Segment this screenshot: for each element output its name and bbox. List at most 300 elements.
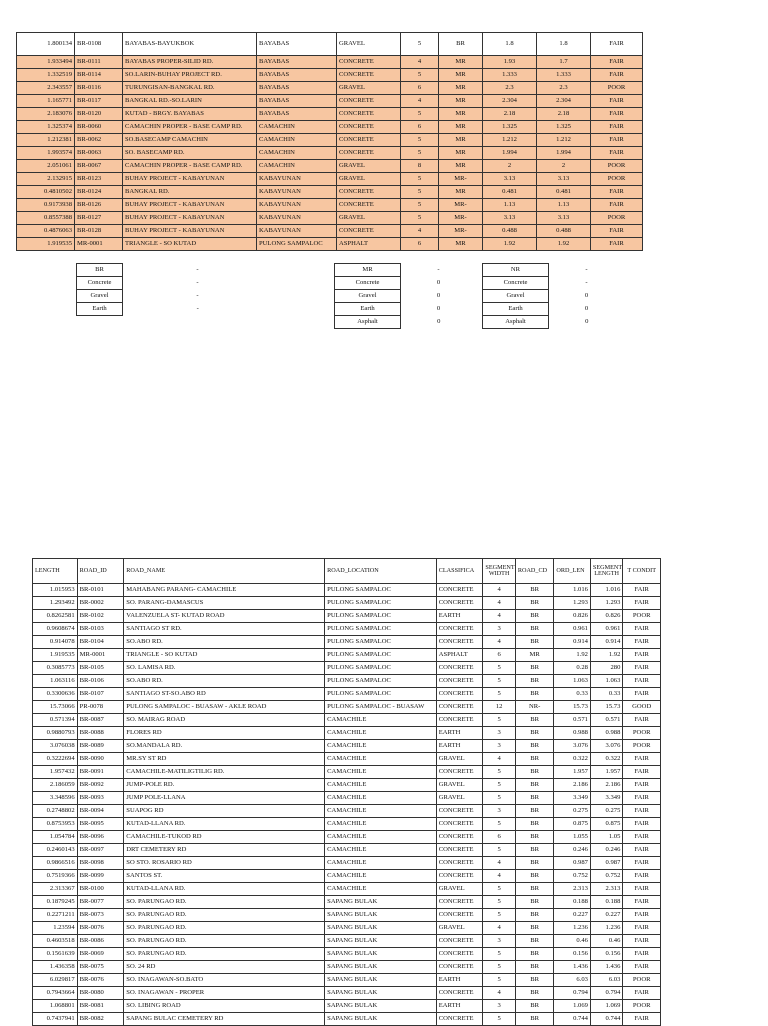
- cell-road-name: SO. MAIRAG ROAD: [124, 714, 325, 727]
- summary-label: Earth: [483, 303, 549, 316]
- summary-row: [483, 303, 625, 316]
- cell-ord-length: 1.93: [483, 56, 537, 69]
- cell-segment-length: 1.92: [537, 238, 591, 251]
- cell-road-name: SUAPOG RD: [124, 805, 325, 818]
- cell-segment-width: 5: [483, 909, 515, 922]
- summary-header-value: -: [196, 265, 199, 273]
- cell-road-location: CAMACHILE: [325, 714, 437, 727]
- header-road-id: ROAD_ID: [77, 559, 124, 584]
- cell-road-name: BANGKAL RD.-SO.LARIN: [123, 95, 257, 108]
- cell-condition: FAIR: [623, 948, 661, 961]
- table-row: [33, 870, 661, 883]
- cell-road-id: BR-0063: [75, 147, 123, 160]
- cell-road-name: BAYABAS-BAYUKBOK: [123, 33, 257, 56]
- cell-classification: CONCRETE: [436, 597, 483, 610]
- cell-length: 0.4876063: [17, 225, 75, 238]
- summary-header-value: -: [585, 265, 588, 273]
- cell-length: 1.063116: [33, 675, 78, 688]
- cell-classification: GRAVEL: [337, 33, 401, 56]
- cell-length: 0.1561639: [33, 948, 78, 961]
- cell-condition: FAIR: [591, 121, 643, 134]
- cell-segment-width: 3: [483, 727, 515, 740]
- cell-road-location: CAMACHILE: [325, 844, 437, 857]
- header-classification: CLASSIFICA: [436, 559, 483, 584]
- cell-road-location: SAPANG BULAK: [325, 1013, 437, 1026]
- cell-ord-length: 2.186: [554, 779, 591, 792]
- cell-classification: CONCRETE: [436, 844, 483, 857]
- cell-road-location: CAMACHILE: [325, 883, 437, 896]
- cell-ord-length: 0.988: [554, 727, 591, 740]
- cell-ord-length: 0.246: [554, 844, 591, 857]
- cell-road-id: BR-0088: [77, 727, 124, 740]
- cell-ord-length: 0.826: [554, 610, 591, 623]
- cell-road-cd: BR: [515, 987, 554, 1000]
- cell-classification: CONCRETE: [436, 948, 483, 961]
- cell-length: 1.212381: [17, 134, 75, 147]
- cell-condition: FAIR: [591, 186, 643, 199]
- cell-ord-length: 3.076: [554, 740, 591, 753]
- cell-segment-length: 3.349: [590, 792, 622, 805]
- cell-classification: EARTH: [436, 727, 483, 740]
- table-row: [17, 147, 643, 160]
- summary-header-row: [77, 264, 273, 277]
- cell-classification: CONCRETE: [337, 186, 401, 199]
- cell-road-name: SO. INAGAWAN-SO.BATO: [124, 974, 325, 987]
- cell-road-name: BUHAY PROJECT - KABAYUNAN: [123, 212, 257, 225]
- table-row: [33, 805, 661, 818]
- cell-classification: CONCRETE: [436, 584, 483, 597]
- cell-condition: FAIR: [623, 805, 661, 818]
- cell-road-location: PULONG SAMPALOC: [325, 623, 437, 636]
- cell-segment-width: 5: [401, 212, 439, 225]
- cell-condition: FAIR: [623, 844, 661, 857]
- cell-road-name: CAMACHIN PROPER - BASE CAMP RD.: [123, 160, 257, 173]
- cell-segment-width: 6: [401, 121, 439, 134]
- table-row: [17, 225, 643, 238]
- cell-road-id: MR-0001: [75, 238, 123, 251]
- cell-road-name: SAPANG BULAC CEMETERY RD: [124, 1013, 325, 1026]
- summary-row: [335, 290, 477, 303]
- cell-condition: FAIR: [623, 753, 661, 766]
- cell-ord-length: 2.304: [483, 95, 537, 108]
- cell-road-cd: MR: [439, 56, 483, 69]
- cell-road-location: PULONG SAMPALOC: [325, 584, 437, 597]
- cell-classification: CONCRETE: [436, 909, 483, 922]
- cell-road-location: CAMACHILE: [325, 857, 437, 870]
- cell-road-location: CAMACHILE: [325, 870, 437, 883]
- cell-length: 0.3300636: [33, 688, 78, 701]
- table-row: [17, 238, 643, 251]
- cell-road-cd: BR: [515, 896, 554, 909]
- cell-road-name: TURUNGISAN-BANGKAL RD.: [123, 82, 257, 95]
- cell-ord-length: 1.325: [483, 121, 537, 134]
- cell-road-cd: MR: [439, 121, 483, 134]
- cell-road-location: BAYABAS: [257, 82, 337, 95]
- cell-length: 2.313367: [33, 883, 78, 896]
- summary-row: [335, 277, 477, 290]
- cell-ord-length: 1.8: [483, 33, 537, 56]
- summary-value: -: [196, 278, 199, 286]
- cell-segment-length: 1.236: [590, 922, 622, 935]
- cell-condition: FAIR: [591, 225, 643, 238]
- table-row: [33, 831, 661, 844]
- table-row: [33, 636, 661, 649]
- cell-road-cd: BR: [515, 883, 554, 896]
- cell-road-cd: MR-: [439, 173, 483, 186]
- cell-ord-length: 0.752: [554, 870, 591, 883]
- table-row: [33, 922, 661, 935]
- cell-segment-length: 0.156: [590, 948, 622, 961]
- cell-length: 3.348596: [33, 792, 78, 805]
- cell-segment-width: 5: [401, 199, 439, 212]
- cell-condition: POOR: [623, 740, 661, 753]
- table-row: [17, 56, 643, 69]
- cell-condition: FAIR: [591, 33, 643, 56]
- cell-segment-length: 0.914: [590, 636, 622, 649]
- cell-ord-length: 0.571: [554, 714, 591, 727]
- cell-road-id: BR-0124: [75, 186, 123, 199]
- cell-segment-length: 0.481: [537, 186, 591, 199]
- cell-road-name: SO. PARUNGAO RD.: [124, 909, 325, 922]
- summary-row: [335, 303, 477, 316]
- cell-classification: CONCRETE: [436, 857, 483, 870]
- cell-classification: CONCRETE: [436, 935, 483, 948]
- table-row: [33, 688, 661, 701]
- cell-segment-width: 5: [483, 844, 515, 857]
- cell-classification: ASPHALT: [337, 238, 401, 251]
- cell-road-id: BR-0090: [77, 753, 124, 766]
- table-row: [33, 1000, 661, 1013]
- cell-segment-width: 3: [483, 1000, 515, 1013]
- cell-road-id: BR-0111: [75, 56, 123, 69]
- cell-road-id: BR-0107: [77, 688, 124, 701]
- cell-road-location: CAMACHILE: [325, 792, 437, 805]
- summary-value: 0: [436, 304, 441, 312]
- table-row: [17, 173, 643, 186]
- cell-road-id: BR-0101: [77, 584, 124, 597]
- cell-ord-length: 1.236: [554, 922, 591, 935]
- cell-ord-length: 0.794: [554, 987, 591, 1000]
- cell-classification: CONCRETE: [337, 134, 401, 147]
- cell-road-name: SO. PARUNGAO RD.: [124, 896, 325, 909]
- cell-condition: FAIR: [623, 909, 661, 922]
- cell-segment-width: 12: [483, 701, 515, 714]
- cell-ord-length: 6.03: [554, 974, 591, 987]
- cell-road-name: SO. LAMISA RD.: [124, 662, 325, 675]
- summary-label: Earth: [77, 303, 123, 316]
- table-row: [17, 33, 643, 56]
- cell-classification: EARTH: [436, 740, 483, 753]
- cell-condition: FAIR: [591, 147, 643, 160]
- cell-classification: CONCRETE: [436, 805, 483, 818]
- cell-classification: CONCRETE: [436, 961, 483, 974]
- cell-condition: FAIR: [623, 623, 661, 636]
- summary-label: Gravel: [483, 290, 549, 303]
- cell-segment-length: 2.313: [590, 883, 622, 896]
- cell-ord-length: 0.744: [554, 1013, 591, 1026]
- cell-classification: CONCRETE: [436, 818, 483, 831]
- cell-road-cd: MR: [439, 95, 483, 108]
- cell-length: 0.4603518: [33, 935, 78, 948]
- table-row: [33, 974, 661, 987]
- cell-ord-length: 0.33: [554, 688, 591, 701]
- cell-segment-length: 1.293: [590, 597, 622, 610]
- cell-segment-length: 0.46: [590, 935, 622, 948]
- cell-condition: FAIR: [623, 961, 661, 974]
- cell-length: 1.325374: [17, 121, 75, 134]
- cell-road-cd: BR: [515, 974, 554, 987]
- cell-road-id: PR-0078: [77, 701, 124, 714]
- cell-classification: CONCRETE: [337, 147, 401, 160]
- cell-segment-length: 0.322: [590, 753, 622, 766]
- cell-condition: FAIR: [623, 896, 661, 909]
- cell-segment-length: 1.8: [537, 33, 591, 56]
- cell-ord-length: 2.18: [483, 108, 537, 121]
- cell-length: 1.23594: [33, 922, 78, 935]
- summary-row: [77, 277, 273, 290]
- table-header-row: [33, 559, 661, 584]
- cell-classification: CONCRETE: [337, 225, 401, 238]
- cell-road-id: BR-0060: [75, 121, 123, 134]
- summary-row: [335, 316, 477, 329]
- cell-condition: FAIR: [623, 675, 661, 688]
- summary-mr-table: [334, 263, 477, 329]
- cell-road-location: SAPANG BULAK: [325, 935, 437, 948]
- cell-segment-width: 5: [483, 688, 515, 701]
- table-row: [17, 212, 643, 225]
- cell-segment-width: 4: [483, 857, 515, 870]
- cell-road-name: KUTAD-LLANA RD.: [124, 818, 325, 831]
- table-row: [33, 649, 661, 662]
- cell-length: 1.436358: [33, 961, 78, 974]
- cell-ord-length: 3.13: [483, 173, 537, 186]
- cell-length: 0.7437941: [33, 1013, 78, 1026]
- cell-length: 6.029817: [33, 974, 78, 987]
- cell-length: 2.186059: [33, 779, 78, 792]
- cell-condition: FAIR: [623, 987, 661, 1000]
- cell-segment-width: 5: [483, 883, 515, 896]
- cell-condition: POOR: [591, 160, 643, 173]
- summary-row: [77, 290, 273, 303]
- cell-ord-length: 1.994: [483, 147, 537, 160]
- cell-segment-length: 1.069: [590, 1000, 622, 1013]
- cell-ord-length: 0.188: [554, 896, 591, 909]
- cell-length: 1.068801: [33, 1000, 78, 1013]
- cell-road-name: SO.LARIN-BUHAY PROJECT RD.: [123, 69, 257, 82]
- header-ord-length: ORD_LEN: [554, 559, 591, 584]
- summary-value: -: [196, 304, 199, 312]
- table-row: [33, 818, 661, 831]
- cell-classification: CONCRETE: [436, 701, 483, 714]
- cell-condition: FAIR: [623, 766, 661, 779]
- cell-segment-width: 5: [483, 714, 515, 727]
- cell-road-name: SO.ABO RD.: [124, 675, 325, 688]
- table-row: [33, 948, 661, 961]
- cell-road-location: KABAYUNAN: [257, 186, 337, 199]
- cell-road-id: BR-0073: [77, 909, 124, 922]
- cell-road-cd: MR: [439, 147, 483, 160]
- header-segment-width: SEGMENT WIDTH: [483, 559, 515, 584]
- summary-label: Gravel: [77, 290, 123, 303]
- cell-condition: POOR: [623, 727, 661, 740]
- cell-length: 0.9880793: [33, 727, 78, 740]
- cell-length: 0.7519366: [33, 870, 78, 883]
- table-row: [17, 108, 643, 121]
- cell-length: 0.9173938: [17, 199, 75, 212]
- cell-road-name: DRT CEMETERY RD: [124, 844, 325, 857]
- cell-road-name: BUHAY PROJECT - KABAYUNAN: [123, 173, 257, 186]
- bottom-road-table: [32, 558, 661, 1026]
- cell-condition: POOR: [591, 173, 643, 186]
- cell-length: 2.132915: [17, 173, 75, 186]
- cell-segment-length: 0.571: [590, 714, 622, 727]
- cell-road-cd: BR: [515, 831, 554, 844]
- summary-br-table: [76, 263, 273, 316]
- cell-length: 0.3085773: [33, 662, 78, 675]
- table-row: [33, 727, 661, 740]
- cell-road-id: BR-0117: [75, 95, 123, 108]
- cell-condition: POOR: [623, 610, 661, 623]
- cell-segment-length: 0.227: [590, 909, 622, 922]
- cell-length: 0.9608674: [33, 623, 78, 636]
- cell-segment-width: 3: [483, 805, 515, 818]
- cell-classification: CONCRETE: [436, 662, 483, 675]
- cell-ord-length: 1.92: [554, 649, 591, 662]
- cell-road-id: BR-0086: [77, 935, 124, 948]
- cell-classification: CONCRETE: [337, 95, 401, 108]
- header-road-cd: ROAD_CD: [515, 559, 554, 584]
- summary-value: 0: [584, 304, 589, 312]
- cell-road-name: PULONG SAMPALOC - BUASAW - AKLE ROAD: [124, 701, 325, 714]
- cell-road-location: PULONG SAMPALOC: [325, 662, 437, 675]
- cell-segment-length: 1.212: [537, 134, 591, 147]
- cell-road-id: BR-0093: [77, 792, 124, 805]
- cell-segment-width: 5: [401, 173, 439, 186]
- cell-segment-width: 4: [483, 636, 515, 649]
- cell-condition: FAIR: [591, 56, 643, 69]
- cell-road-cd: BR: [515, 792, 554, 805]
- cell-road-location: CAMACHIN: [257, 134, 337, 147]
- cell-road-id: BR-0114: [75, 69, 123, 82]
- cell-length: 0.9866516: [33, 857, 78, 870]
- cell-road-cd: MR: [439, 69, 483, 82]
- cell-length: 1.919535: [33, 649, 78, 662]
- summary-value: 0: [436, 278, 441, 286]
- cell-segment-length: 0.752: [590, 870, 622, 883]
- table-row: [17, 199, 643, 212]
- cell-length: 1.332519: [17, 69, 75, 82]
- cell-road-location: KABAYUNAN: [257, 225, 337, 238]
- cell-condition: POOR: [591, 212, 643, 225]
- cell-road-cd: MR: [439, 82, 483, 95]
- cell-road-location: SAPANG BULAK: [325, 922, 437, 935]
- cell-road-name: MAHABANG PARANG- CAMACHILE: [124, 584, 325, 597]
- cell-length: 1.957432: [33, 766, 78, 779]
- cell-length: 0.8557388: [17, 212, 75, 225]
- cell-road-id: BR-0076: [77, 974, 124, 987]
- cell-road-name: SO. 24 RD: [124, 961, 325, 974]
- table-row: [33, 597, 661, 610]
- cell-ord-length: 0.46: [554, 935, 591, 948]
- cell-road-id: BR-0127: [75, 212, 123, 225]
- cell-road-cd: BR: [515, 584, 554, 597]
- cell-ord-length: 2: [483, 160, 537, 173]
- top-road-table: [16, 32, 643, 251]
- cell-ord-length: 1.212: [483, 134, 537, 147]
- cell-road-id: BR-0128: [75, 225, 123, 238]
- cell-road-cd: BR: [515, 805, 554, 818]
- cell-road-id: BR-0076: [77, 922, 124, 935]
- cell-road-id: BR-0123: [75, 173, 123, 186]
- header-road-name: ROAD_NAME: [124, 559, 325, 584]
- cell-road-cd: BR: [515, 961, 554, 974]
- cell-road-name: SANTIAGO ST RD.: [124, 623, 325, 636]
- cell-road-id: BR-0095: [77, 818, 124, 831]
- cell-road-id: BR-0104: [77, 636, 124, 649]
- cell-condition: POOR: [623, 974, 661, 987]
- cell-ord-length: 2.3: [483, 82, 537, 95]
- cell-road-location: BAYABAS: [257, 56, 337, 69]
- cell-ord-length: 0.28: [554, 662, 591, 675]
- top-table-body: [17, 33, 643, 251]
- summary-value: 0: [436, 291, 441, 299]
- cell-condition: FAIR: [591, 69, 643, 82]
- cell-ord-length: 1.063: [554, 675, 591, 688]
- cell-classification: CONCRETE: [436, 896, 483, 909]
- cell-road-cd: MR: [439, 160, 483, 173]
- cell-road-location: CAMACHILE: [325, 805, 437, 818]
- summary-label: Earth: [335, 303, 401, 316]
- cell-length: 1.293492: [33, 597, 78, 610]
- cell-ord-length: 1.436: [554, 961, 591, 974]
- cell-segment-width: 5: [483, 662, 515, 675]
- cell-road-name: SANTOS ST.: [124, 870, 325, 883]
- cell-road-cd: BR: [439, 33, 483, 56]
- summary-value: -: [585, 278, 588, 286]
- cell-road-location: CAMACHILE: [325, 727, 437, 740]
- cell-road-id: BR-0098: [77, 857, 124, 870]
- cell-road-cd: BR: [515, 714, 554, 727]
- cell-ord-length: 3.13: [483, 212, 537, 225]
- cell-road-location: CAMACHILE: [325, 831, 437, 844]
- cell-segment-length: 0.188: [590, 896, 622, 909]
- summary-label: Concrete: [77, 277, 123, 290]
- cell-classification: CONCRETE: [436, 636, 483, 649]
- cell-length: 1.800134: [17, 33, 75, 56]
- cell-classification: CONCRETE: [337, 121, 401, 134]
- cell-road-cd: BR: [515, 779, 554, 792]
- cell-road-cd: BR: [515, 909, 554, 922]
- cell-segment-width: 6: [401, 82, 439, 95]
- cell-condition: FAIR: [623, 597, 661, 610]
- cell-road-name: SO.ABO RD.: [124, 636, 325, 649]
- cell-length: 0.8262581: [33, 610, 78, 623]
- cell-road-cd: BR: [515, 623, 554, 636]
- table-row: [17, 121, 643, 134]
- cell-ord-length: 1.069: [554, 1000, 591, 1013]
- cell-classification: CONCRETE: [436, 675, 483, 688]
- cell-road-id: BR-0067: [75, 160, 123, 173]
- cell-segment-length: 0.744: [590, 1013, 622, 1026]
- cell-road-cd: BR: [515, 727, 554, 740]
- table-row: [33, 766, 661, 779]
- cell-road-id: BR-0105: [77, 662, 124, 675]
- cell-road-cd: BR: [515, 1013, 554, 1026]
- cell-road-name: FLORES RD: [124, 727, 325, 740]
- cell-length: 0.3222694: [33, 753, 78, 766]
- cell-road-location: KABAYUNAN: [257, 212, 337, 225]
- cell-road-name: SO. PARANG-DAMASCUS: [124, 597, 325, 610]
